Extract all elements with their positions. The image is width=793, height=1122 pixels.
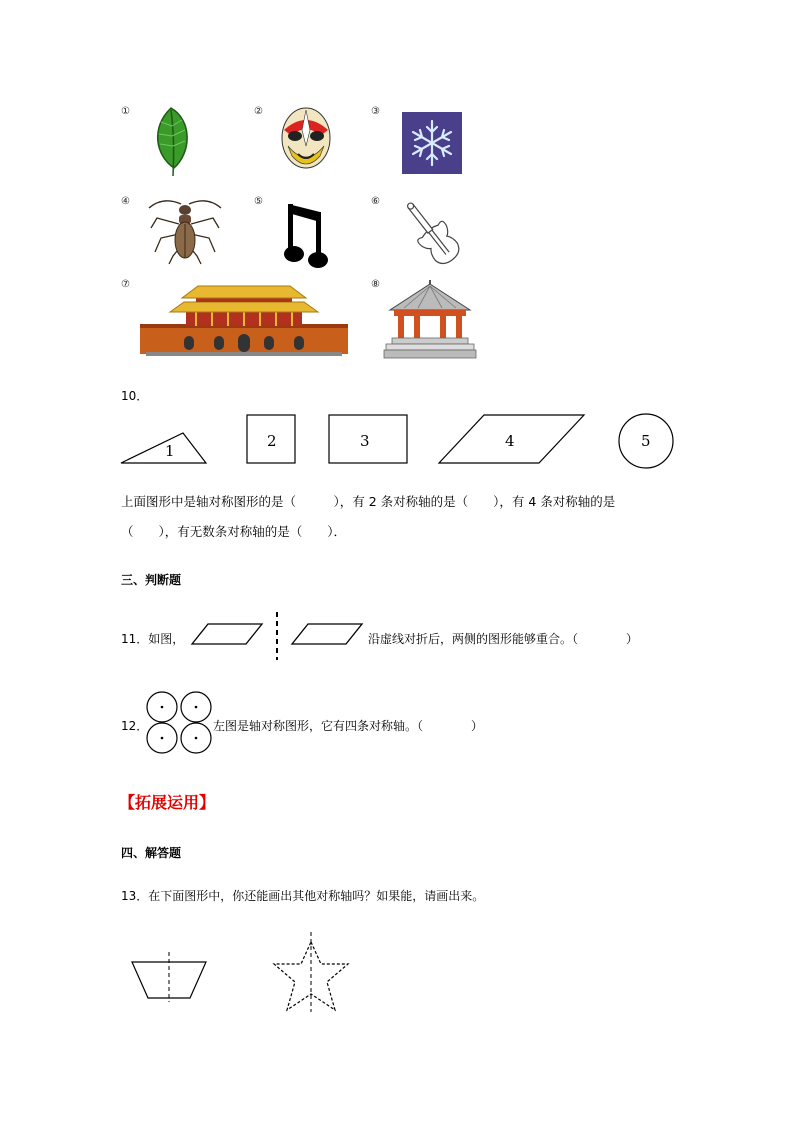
violin-icon bbox=[394, 196, 472, 268]
image-label-4: ④ bbox=[121, 196, 130, 207]
question-10-number: 10． bbox=[121, 389, 149, 403]
leaf-icon bbox=[148, 104, 194, 178]
four-circles-figure bbox=[144, 690, 216, 756]
question-11-text: 沿虚线对折后，两侧的图形能够重合。（ ） bbox=[368, 632, 639, 646]
image-label-3: ③ bbox=[371, 106, 380, 117]
image-label-8: ⑧ bbox=[371, 279, 380, 290]
extension-heading: 【拓展运用】 bbox=[119, 793, 216, 812]
question-10-line-2: （ ），有无数条对称轴的是（ ）． bbox=[121, 524, 347, 539]
question-12-number: 12． bbox=[121, 719, 149, 733]
music-note-icon bbox=[282, 202, 330, 268]
tiananmen-icon bbox=[140, 284, 348, 356]
pavilion-icon bbox=[384, 280, 476, 360]
shape-label-4: 4 bbox=[505, 432, 515, 450]
q10-shapes bbox=[118, 410, 688, 472]
question-10-line-1: 上面图形中是轴对称图形的是（ ），有 2 条对称轴的是（ ），有 4 条对称轴的是 bbox=[121, 494, 616, 509]
image-label-2: ② bbox=[254, 106, 263, 117]
shape-label-2: 2 bbox=[267, 432, 277, 450]
question-12-text: 左图是轴对称图形，它有四条对称轴。（ ） bbox=[213, 719, 484, 733]
triangle-shape bbox=[121, 433, 206, 463]
section-3-title: 三、判断题 bbox=[121, 573, 182, 587]
question-13-text: 13．在下面图形中，你还能画出其他对称轴吗？如果能，请画出来。 bbox=[121, 889, 485, 903]
parallelogram-right bbox=[292, 624, 362, 644]
image-label-7: ⑦ bbox=[121, 279, 130, 290]
question-11-number: 11．如图， bbox=[121, 632, 185, 646]
q13-figures bbox=[128, 930, 358, 1016]
image-label-1: ① bbox=[121, 106, 130, 117]
q11-figure bbox=[188, 612, 368, 662]
snowflake-icon bbox=[402, 112, 462, 174]
image-label-6: ⑥ bbox=[371, 196, 380, 207]
shape-label-5: 5 bbox=[641, 432, 651, 450]
opera-mask-icon bbox=[280, 106, 332, 174]
section-4-title: 四、解答题 bbox=[121, 846, 182, 860]
shape-label-1: 1 bbox=[165, 442, 175, 460]
parallelogram-left bbox=[192, 624, 262, 644]
image-label-5: ⑤ bbox=[254, 196, 263, 207]
shape-label-3: 3 bbox=[360, 432, 370, 450]
beetle-icon bbox=[143, 194, 227, 264]
